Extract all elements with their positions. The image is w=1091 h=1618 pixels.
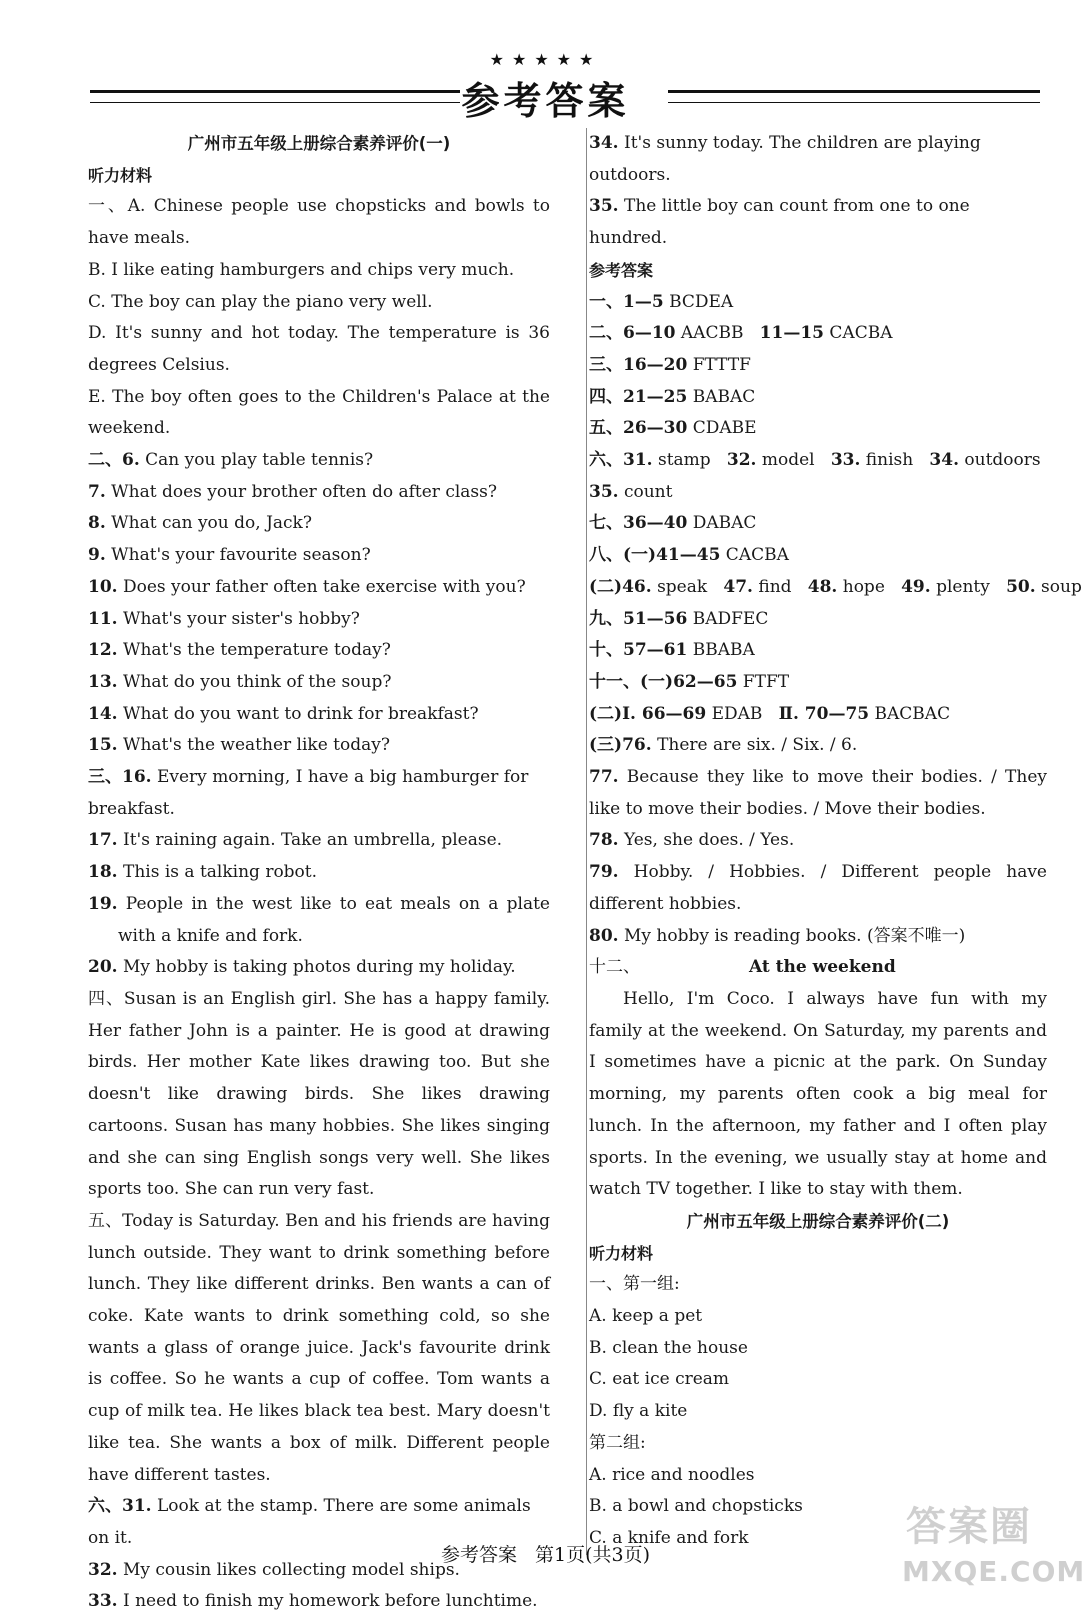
list-item: B. a bowl and chopsticks <box>589 1496 803 1517</box>
list-item: 18. This is a talking robot. <box>88 862 318 883</box>
list-item: 35. The little boy can count from one to one hundred. <box>589 196 970 249</box>
answer-row: 七、36—40 DABAC <box>589 513 757 534</box>
list-item: 34. It's sunny today. The children are playing outdoors. <box>589 133 981 185</box>
answer-row: 五、26—30 CDABE <box>589 418 757 439</box>
list-item: 三、16. Every morning, I have a big hamburger for breakfast. <box>88 767 529 819</box>
title-rule-right <box>668 90 1040 103</box>
list-item: 六、31. Look at the stamp. There are some animals on it. <box>88 1496 531 1548</box>
answer-row: 八、(一)41—45 CACBA <box>589 545 789 566</box>
answer-row: 六、31. stamp 32. model 33. finish 34. outdoors <box>589 450 1041 471</box>
list-item: 17. It's raining again. Take an umbrella, please. <box>88 830 503 851</box>
answer-row: (二)46. speak 47. find 48. hope 49. plenty 50. soup <box>589 576 1082 597</box>
watermark-url: MXQE.COM <box>902 1555 1086 1588</box>
answer-row: 三、16—20 FTTTF <box>589 354 751 375</box>
list-item: 33. I need to finish my homework before lunchtime. <box>88 1591 538 1612</box>
answer-row: 四、21—25 BABAC <box>589 386 756 407</box>
list-item: 11. What's your sister's hobby? <box>88 608 360 629</box>
list-item: B. I like eating hamburgers and chips very much. <box>88 259 515 280</box>
answer-row: (二)Ⅰ. 66—69 EDAB Ⅱ. 70—75 BACBAC <box>589 703 951 724</box>
list-item: 13. What do you think of the soup? <box>88 671 392 692</box>
answer-row: 十一、(一)62—65 FTFT <box>589 671 790 692</box>
answer-row: (三)76. There are six. / Six. / 6. <box>589 735 858 756</box>
section-heading-2: 广州市五年级上册综合素养评价(二) <box>686 1211 950 1231</box>
list-item: D. It's sunny and hot today. The temperature is 36 degrees Celsius. <box>88 323 550 375</box>
list-item: 8. What can you do, Jack? <box>88 513 312 534</box>
group1-label: 一、第一组: <box>589 1274 680 1295</box>
list-item: E. The boy often goes to the Children's Palace at the weekend. <box>88 386 550 439</box>
list-item: A. rice and noodles <box>589 1464 755 1485</box>
group2-label: 第二组: <box>589 1432 646 1453</box>
answer-row: 二、6—10 AACBB 11—15 CACBA <box>589 323 893 344</box>
list-item: C. eat ice cream <box>589 1369 730 1390</box>
essay-title-row <box>589 952 1047 984</box>
page-footer: 参考答案 第1页(共3页) <box>440 1544 651 1566</box>
section-heading-1: 广州市五年级上册综合素养评价(一) <box>187 134 451 153</box>
answer-row: 十、57—61 BBABA <box>589 640 755 661</box>
answer-row: 35. count <box>589 481 673 502</box>
answers-label: 参考答案 <box>589 260 654 280</box>
list-item: 20. My hobby is taking photos during my holiday. <box>88 957 516 978</box>
list-item: 32. My cousin likes collecting model ships. <box>88 1559 460 1580</box>
paragraph-4: 四、Susan is an English girl. She has a happy family. Her father John is a painter. He is good at drawing birds. Her mother Kate likes drawing too. But she doesn't like drawing birds. She likes drawing cartoons. Susan has many hobbies. She likes singing and she can sing English songs very well. She likes sports too. She can run very fast. <box>88 988 550 1200</box>
list-item: 二、6. Can you play table tennis? <box>88 450 374 471</box>
right-column <box>586 128 1082 1555</box>
answer-row: 77. Because they like to move their bodies. / They like to move their bodies. / Move their bodies. <box>589 767 1047 819</box>
list-item: 7. What does your brother often do after class? <box>88 481 497 502</box>
answer-row: 一、1—5 BCDEA <box>589 291 734 312</box>
list-item: 一、A. Chinese people use chopsticks and bowls to have meals. <box>88 196 550 249</box>
list-item: 19. People in the west like to eat meals on a plate with a knife and fork. <box>88 893 550 946</box>
listening-label-2: 听力材料 <box>589 1243 654 1263</box>
essay-number: 十二、 <box>589 957 640 978</box>
answer-row: 78. Yes, she does. / Yes. <box>589 830 795 851</box>
list-item: C. a knife and fork <box>589 1527 749 1548</box>
list-item: C. The boy can play the piano very well. <box>88 291 433 312</box>
answer-row: 79. Hobby. / Hobbies. / Different people have different hobbies. <box>589 862 1047 914</box>
answer-row: 80. My hobby is reading books. (答案不唯一) <box>589 925 966 946</box>
essay-title: At the weekend <box>749 957 896 978</box>
list-item: 14. What do you want to drink for breakfast? <box>88 703 479 724</box>
essay-paragraph: Hello, I'm Coco. I always have fun with my family at the weekend. On Saturday, my parents and I sometimes have a picnic at the park. On Sunday morning, my parents often cook a big meal for lunch. In the afternoon, my father and I often play sports. In the evening, we usually stay at home and watch TV together. I like to stay with them. <box>589 988 1047 1200</box>
page-title: 参考答案 <box>461 79 630 123</box>
answer-row: 九、51—56 BADFEC <box>589 608 769 629</box>
listening-label: 听力材料 <box>88 165 153 185</box>
list-item: B. clean the house <box>589 1337 748 1358</box>
list-item: 12. What's the temperature today? <box>88 640 391 661</box>
list-item: 9. What's your favourite season? <box>88 545 371 566</box>
page-header <box>0 0 1091 130</box>
paragraph-5: 五、Today is Saturday. Ben and his friends are having lunch outside. They want to drink something before lunch. They like different drinks. Ben wants a can of coke. Kate wants to drink something cold, so she wants a glass of orange juice. Jack's favourite drink is coffee. So he wants a cup of coffee. Tom wants a cup of milk tea. He likes black tea best. Mary doesn't like tea. She wants a box of milk. Different people have different tastes. <box>88 1210 550 1485</box>
list-item: 15. What's the weather like today? <box>88 735 390 756</box>
watermark-logo <box>900 1495 1086 1595</box>
list-item: A. keep a pet <box>589 1306 703 1327</box>
watermark-text: 答案圈 <box>906 1504 1032 1550</box>
list-item: D. fly a kite <box>589 1401 688 1422</box>
star-row: ★★★★★ <box>489 50 602 69</box>
list-item: 10. Does your father often take exercise with you? <box>88 576 526 597</box>
left-column <box>88 128 550 1618</box>
